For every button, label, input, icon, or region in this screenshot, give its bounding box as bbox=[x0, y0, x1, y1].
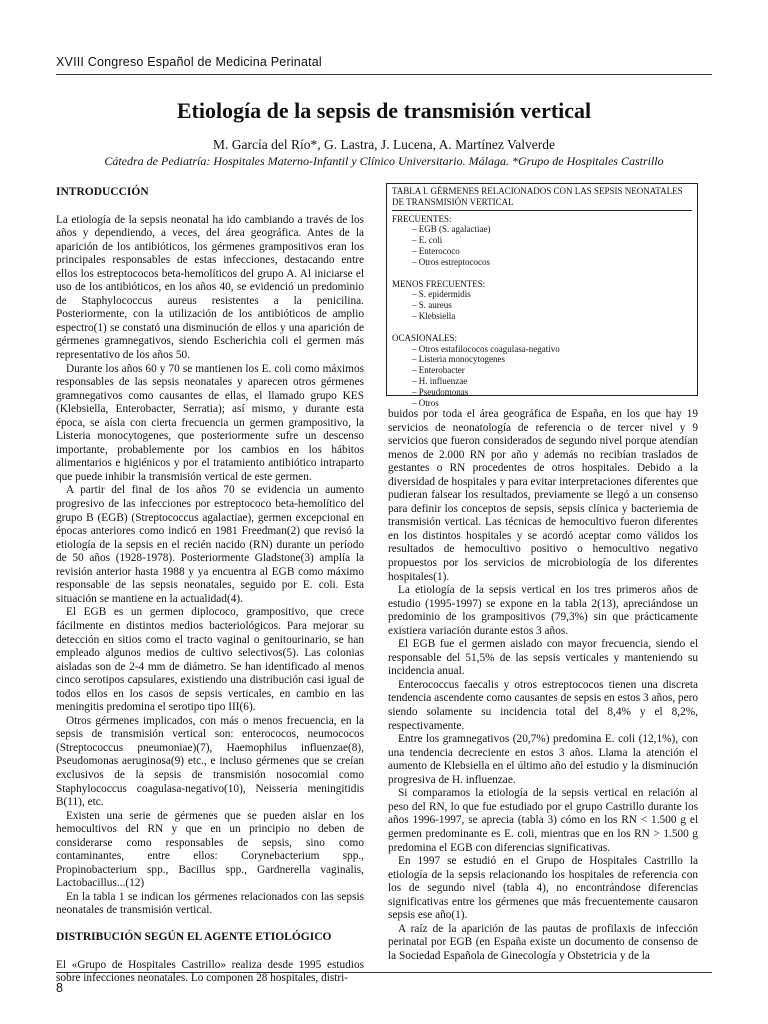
table-item: – S. epidermidis bbox=[412, 289, 471, 300]
article-title: Etiología de la sepsis de transmisión vertical bbox=[176, 98, 592, 123]
paragraph: Otros gérmenes implicados, con más o menos frecuencia, en la sepsis de transmisión vertical son: enterococos, neumococos (Streptococcus pneumoniae)(7), Haemophilus influenzae(8), Pseudomonas aeruginosa(9) etc., e incluso gérmenes que se creían exclusivos de la sepsis de transmisión nosocomial como Staphylococcus coagulasa-negativo(10), Neisseria meningitidis B(11), etc. bbox=[56, 714, 364, 809]
paragraph: Entre los gramnegativos (20,7%) predomina E. coli (12,1%), con una tendencia decreciente en estos 3 años. Llama la atención el aumento de Klebsiella en el último año del estudio y la disminución progresiva de H. influenzae. bbox=[388, 733, 698, 786]
paragraph: Existen una serie de gérmenes que se pueden aislar en los hemocultivos del RN y que en un principio no deben de considerarse como responsables de sepsis, sino como contaminantes, entre ellos: Corynebacterium spp., Propinobacterium spp., Bacillus spp., Gardnerella vaginalis, Lactobacillus...(12) bbox=[56, 809, 364, 890]
paragraph: A raíz de la aparición de las pautas de profilaxis de infección perinatal por EGB (en España existe un documento de consenso de la Sociedad Española de Ginecología y Obstetricia y de la bbox=[388, 922, 698, 962]
footer-divider bbox=[56, 972, 712, 973]
section-heading-distribution: DISTRIBUCIÓN SEGÚN EL AGENTE ETIOLÓGICO bbox=[56, 930, 332, 943]
section-heading-introduction: INTRODUCCIÓN bbox=[56, 186, 149, 198]
table-item: – Listeria monocytogenes bbox=[412, 354, 505, 365]
paragraph: La etiología de la sepsis neonatal ha ido cambiando a través de los años y dependiendo, a veces, del área geográfica. Antes de la aparición de los antibióticos, los gérmenes grampositivos eran los principales responsables de estas infecciones, destacando entre ellos los estreptococos beta-hemolíticos del grupo A. Al iniciarse el uso de los antibióticos, en los años 40, se evidenció un predominio de Staphylococcus aureus resistentes a la penicilina. Posteriormente, con la utilización de los antibióticos de amplio espectro(1) se constató una disminución de ellos y una aparición de gérmenes gramnegativos, siendo Escherichia coli el germen más representativo de los años 50. bbox=[56, 213, 364, 362]
table-group-less-frequent bbox=[387, 279, 697, 322]
table-caption: TABLA I. GÉRMENES RELACIONADOS CON LAS SEPSIS NEONATALES DE TRANSMISIÓN VERTICAL bbox=[392, 186, 683, 207]
paragraph: buidos por toda el área geográfica de España, en los que hay 19 servicios de neonatología de referencia o de tercer nivel y 9 servicios que fueron considerados de segundo nivel porque atendían menos de 2.000 RN por año y además no recibían traslados de gestantes o RN procedentes de otros hospitales. Debido a la diversidad de hospitales y para evitar interpretaciones diferentes que pudieran falsear los resultados, previamente se llegó a un consenso para definir los conceptos de sepsis, sepsis clínica y bacteriemia de transmisión vertical. Las técnicas de hemocultivo fueron diferentes en los distintos hospitales y se acordó aceptar como válidos los resultados de hemocultivo positivo o hemocultivo negativo propuestos por los servicios de microbiología de los diferentes hospitales(1). bbox=[388, 408, 698, 583]
table-divider bbox=[392, 210, 692, 211]
paragraph: Si comparamos la etiología de la sepsis vertical en relación al peso del RN, lo que fue estudiado por el grupo Castrillo durante los años 1996-1997, se aprecia (tabla 3) cómo en los RN < 1.500 g el germen predominante es E. coli, mientras que en los RN > 1.500 g predomina el EGB con diferencias significativas. bbox=[388, 787, 698, 854]
table-item: – Klebsiella bbox=[412, 310, 456, 321]
paragraph: El EGB es un germen diplococo, grampositivo, que crece fácilmente en distintos medios bacteriológicos. Para mejorar su detección en sitios como el tracto vaginal o genitourinario, se han empleado algunos medios de cultivo selectivos(5). Las colonias aisladas son de 2-4 mm de diámetro. Se han identificado al menos cinco serotipos capsulares, existiendo una distribución casi igual de todos ellos en los casos de sepsis verticales, en cambio en las meningitis predomina el serotipo tipo III(6). bbox=[56, 606, 364, 714]
table-group-heading: OCASIONALES: bbox=[392, 332, 458, 343]
page-number: 8 bbox=[56, 981, 63, 995]
left-column bbox=[56, 186, 364, 986]
paragraph: La etiología de la sepsis vertical en los tres primeros años de estudio (1995-1997) se expone en la tabla 2(13), apreciándose un predominio de los grampositivos (79,3%) sin que prácticamente existiera variación durante estos 3 años. bbox=[388, 584, 698, 637]
table-item: – S. aureus bbox=[412, 300, 452, 311]
table-item: – Enterobacter bbox=[412, 365, 465, 376]
table-item: – Pseudomonas bbox=[412, 386, 469, 397]
table-item: – Otros estafilococos coagulasa-negativo bbox=[412, 343, 560, 354]
table-group-heading: FRECUENTES: bbox=[392, 213, 452, 224]
table-item: – Otros bbox=[412, 397, 439, 408]
paragraph: El «Grupo de Hospitales Castrillo» realiza desde 1995 estudios sobre infecciones neonatales. Lo componen 28 hospitales, distri- bbox=[56, 958, 364, 985]
table-item: – Otros estreptococos bbox=[412, 256, 490, 267]
table-group-heading: MENOS FRECUENTES: bbox=[392, 278, 486, 289]
table-group-occasional bbox=[387, 333, 697, 409]
table-item: – EGB (S. agalactiae) bbox=[412, 224, 491, 235]
table-1 bbox=[386, 183, 698, 408]
running-header: XVIII Congreso Español de Medicina Perinatal bbox=[56, 55, 322, 69]
table-item: – Enterococo bbox=[412, 245, 460, 256]
paragraph: En la tabla 1 se indican los gérmenes relacionados con las sepsis neonatales de transmisión vertical. bbox=[56, 890, 364, 917]
header-divider bbox=[56, 74, 712, 75]
table-item: – H. influenzae bbox=[412, 375, 468, 386]
table-item: – E. coli bbox=[412, 235, 443, 246]
paragraph: En 1997 se estudió en el Grupo de Hospitales Castrillo la etiología de la sepsis relacionando los hospitales de referencia con los de segundo nivel (tabla 4), no encontrándose diferencias significativas entre los gérmenes que más frecuentemente causaron sepsis ese año(1). bbox=[388, 855, 698, 922]
right-column bbox=[388, 408, 698, 963]
table-group-frequent bbox=[387, 214, 697, 268]
authors: M. García del Río*, G. Lastra, J. Lucena, A. Martínez Valverde bbox=[212, 137, 555, 152]
affiliation: Cátedra de Pediatría: Hospitales Materno-Infantil y Clínico Universitario. Málaga. *Grupo de Hospitales Castrillo bbox=[104, 154, 664, 168]
paragraph: El EGB fue el germen aislado con mayor frecuencia, siendo el responsable del 51,5% de las sepsis verticales y manteniendo su incidencia anual. bbox=[388, 638, 698, 678]
paragraph: Enterococcus faecalis y otros estreptococos tienen una discreta tendencia ascendente como causantes de sepsis en estos 3 años, pero siendo solamente su incidencia total del 8,4% y el 8,2%, respectivamente. bbox=[388, 678, 698, 732]
paragraph: Durante los años 60 y 70 se mantienen los E. coli como máximos responsables de las sepsis neonatales y aparecen otros gérmenes gramnegativos como causantes de ellas, el llamado grupo KES (Klebsiella, Enterobacter, Serratia); así mismo, y durante esta época, se aísla con cierta frecuencia un germen grampositivo, la Listeria monocytogenes, que posteriormente sufre un descenso importante, probablemente por los cambios en los hábitos alimentarios e higiénicos y por el tratamiento antibiótico intraparto que puede inhibir la transmisión vertical de este germen. bbox=[56, 362, 364, 483]
paragraph: A partir del final de los años 70 se evidencia un aumento progresivo de las infecciones por estreptococo beta-hemolítico del grupo B (EGB) (Streptococcus agalactiae), germen excepcional en épocas anteriores como indicó en 1981 Freedman(2) que revisó la etiología de la sepsis en el recién nacido (RN) durante un período de 50 años (1928-1978). Posteriormente Gladstone(3) amplía la revisión anterior hasta 1988 y ya encuentra al EGB como máximo responsable de las sepsis neonatales, seguido por E. coli. Esta situación se mantiene en la actualidad(4). bbox=[56, 484, 364, 605]
